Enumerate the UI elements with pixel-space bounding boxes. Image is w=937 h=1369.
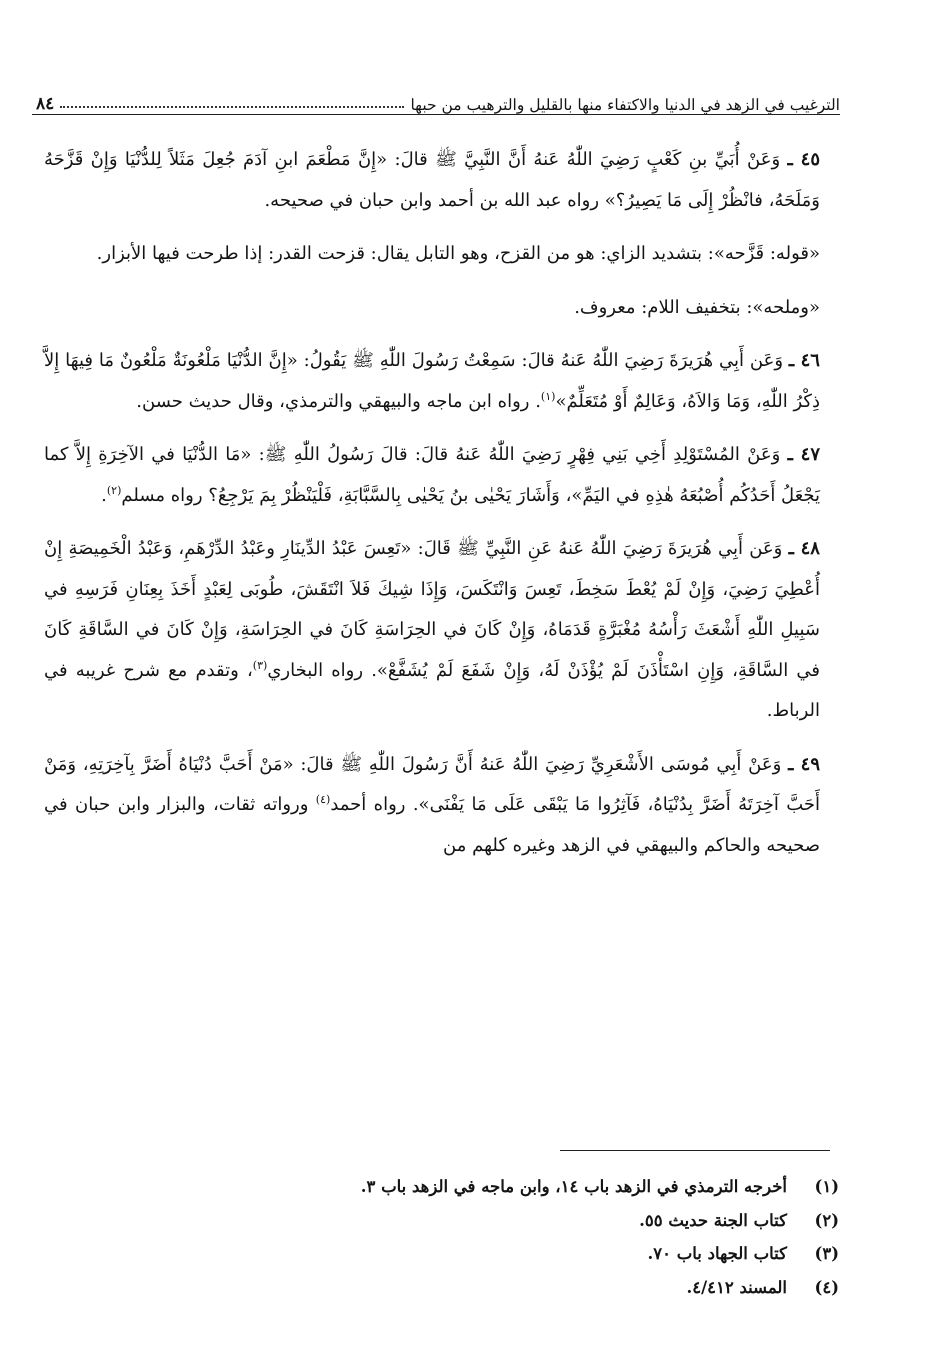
footnote-label: (١) <box>814 1177 839 1196</box>
footnote-ref[interactable]: (٤) <box>315 793 331 806</box>
running-title: الترغيب في الزهد في الدنيا والاكتفاء منها بالقليل والترهيب من حبها <box>410 96 840 114</box>
hadith-number: ٤٥ ـ <box>787 149 820 170</box>
hadith-number: ٤٧ ـ <box>787 444 820 465</box>
hadith-49 <box>44 745 820 867</box>
footnote-item <box>44 1271 839 1305</box>
footnote-label: (٣) <box>814 1244 839 1263</box>
hadith-source: . <box>101 484 107 506</box>
footnote-text: أخرجه الترمذي في الزهد باب ١٤، وابن ماجه في الزهد باب ٣. <box>360 1177 787 1196</box>
hadith-48 <box>44 529 820 732</box>
hadith-text: وَعَنْ أُبَيِّ بنِ كَعْبٍ رَضِيَ اللّٰهُ عَنهُ أَنَّ النَّبِيَّ ﷺ قالَ: «إِنَّ مَطْعَمَ ابنِ آدَمَ جُعِلَ مَثَلاً لِلدُّنْيَا وَإِنْ قَزَّحَهُ وَمَلَحَهُ، فانْظُرْ إِلَى مَا يَصِيرُ؟» رواه عبد الله بن أحمد وابن حبان في صحيحه. <box>44 149 820 211</box>
hadith-text: وَعَنْ أَبِي مُوسَى الأَشْعَرِيِّ رَضِيَ اللّٰهُ عَنهُ أَنَّ رَسُولَ اللّٰهِ ﷺ قالَ: «مَنْ أَحَبَّ دُنْيَاهُ أَضَرَّ بِآخِرَتِهِ، وَمَنْ أَحَبَّ آخِرَتَهُ أَضَرَّ بِدُنْيَاهُ، فَآثِرُوا مَا يَبْقَى عَلَى مَا يَفْنَى». رواه أحمد <box>44 753 820 815</box>
explanation-text: «قوله: قَزَّحه»: بتشديد الزاي: هو من القزح، وهو التابل يقال: قزحت القدر: إذا طرحت فيها الأبزار. <box>96 243 820 264</box>
running-header <box>32 84 840 115</box>
explanation-paragraph <box>44 234 820 275</box>
footnotes <box>44 1170 839 1304</box>
hadith-source: . رواه ابن ماجه والبيهقي والترمذي، وقال حديث حسن. <box>136 390 541 412</box>
hadith-text: وَعَنْ المُسْتَوْلِدِ أَخِي بَنِي فِهْرٍ رَضِيَ اللّٰهُ عَنهُ قالَ: قالَ رَسُولُ اللّٰهِ ﷺ: «مَا الدُّنْيَا في الآخِرَةِ إِلاَّ كما يَجْعَلُ أَحَدُكُم أُصْبُعَهُ هٰذِهِ في اليَمِّ»، وَأَشَارَ يَحْيٰى بنُ يَحْيٰى بِالسَّبَّابَةِ، فَلْيَنْظُرْ بِمَ يَرْجِعُ؟ رواه مسلم <box>44 444 820 506</box>
hadith-number: ٤٩ ـ <box>788 753 820 775</box>
footnote-label: (٤) <box>814 1277 839 1297</box>
hadith-source: ورواته ثقات، والبزار وابن حبان في صحيحه والحاكم والبيهقي في الزهد وغيره كلهم من <box>44 794 820 856</box>
main-text <box>44 140 820 879</box>
page-number: ٨٤ <box>36 94 55 114</box>
footnote-ref[interactable]: (٣) <box>252 658 268 672</box>
footnote-item <box>44 1237 839 1271</box>
hadith-text: وَعَن أَبِي هُرَيرَةَ رَضِيَ اللّٰهُ عَنهُ عَنِ النَّبِيِّ ﷺ قَالَ: «تَعِسَ عَبْدُ الدِّينَارِ وعَبْدُ الدِّرْهَمِ، وَعَبْدُ الْخَمِيصَةِ إِنْ أُعْطِيَ رَضِيَ، وَإِنْ لَمْ يُعْطَ سَخِطَ، تَعِسَ وَانْتَكَسَ، وَإِذَا شِيكَ فَلاَ انْتَقَشَ، طُوبَى لِعَبْدٍ أَخَذَ بِعِنَانِ فَرَسِهِ في سَبِيلِ اللّٰهِ أَشْعَثَ رَأْسُهُ مُغْبَرَّةٍ قَدَمَاهُ، وَإِنْ كَانَ في الحِرَاسَةِ كَانَ في الحِرَاسَةِ، وَإِنْ كَانَ في السَّاقَةِ كَانَ في السَّاقَةِ، وَإِنِ اسْتَأْذَنَ لَمْ يُؤْذَنْ لَهُ، وَإِنْ شَفَعَ لَمْ يُشَفَّعْ». رواه البخاري <box>44 538 820 681</box>
footnote-ref[interactable]: (١) <box>540 389 556 403</box>
footnote-divider <box>560 1150 830 1151</box>
footnote-item <box>44 1170 839 1204</box>
leader-dots <box>60 105 404 108</box>
hadith-number: ٤٨ ـ <box>788 538 820 559</box>
hadith-45 <box>44 140 820 221</box>
hadith-47 <box>44 435 820 516</box>
explanation-text: «وملحه»: بتخفيف اللام: معروف. <box>574 296 820 318</box>
explanation-paragraph <box>44 288 820 329</box>
hadith-46 <box>44 341 820 422</box>
hadith-source: ، وتقدم مع شرح غريبه في الرباط. <box>44 659 820 721</box>
hadith-text: وَعَن أَبِي هُرَيرَةَ رَضِيَ اللّٰهُ عَنهُ قالَ: سَمِعْتُ رَسُولَ اللّٰهِ ﷺ يَقُولُ: «إِنَّ الدُّنْيَا مَلْعُونَةٌ مَلْعُونٌ مَا فِيهَا إِلاَّ ذِكْرُ اللّٰهِ، وَمَا وَالاَهُ، وَعَالِمٌ أَوْ مُتَعَلِّمٌ» <box>44 350 820 412</box>
hadith-number: ٤٦ ـ <box>788 350 820 371</box>
footnote-label: (٢) <box>814 1210 839 1230</box>
footnote-text: كتاب الجهاد باب ٧٠. <box>647 1244 787 1263</box>
footnote-text: كتاب الجنة حديث ٥٥. <box>639 1210 787 1230</box>
footnote-ref[interactable]: (٢) <box>106 483 122 497</box>
footnote-text: المسند ٤/٤١٢. <box>686 1277 787 1297</box>
footnote-item <box>44 1204 839 1238</box>
